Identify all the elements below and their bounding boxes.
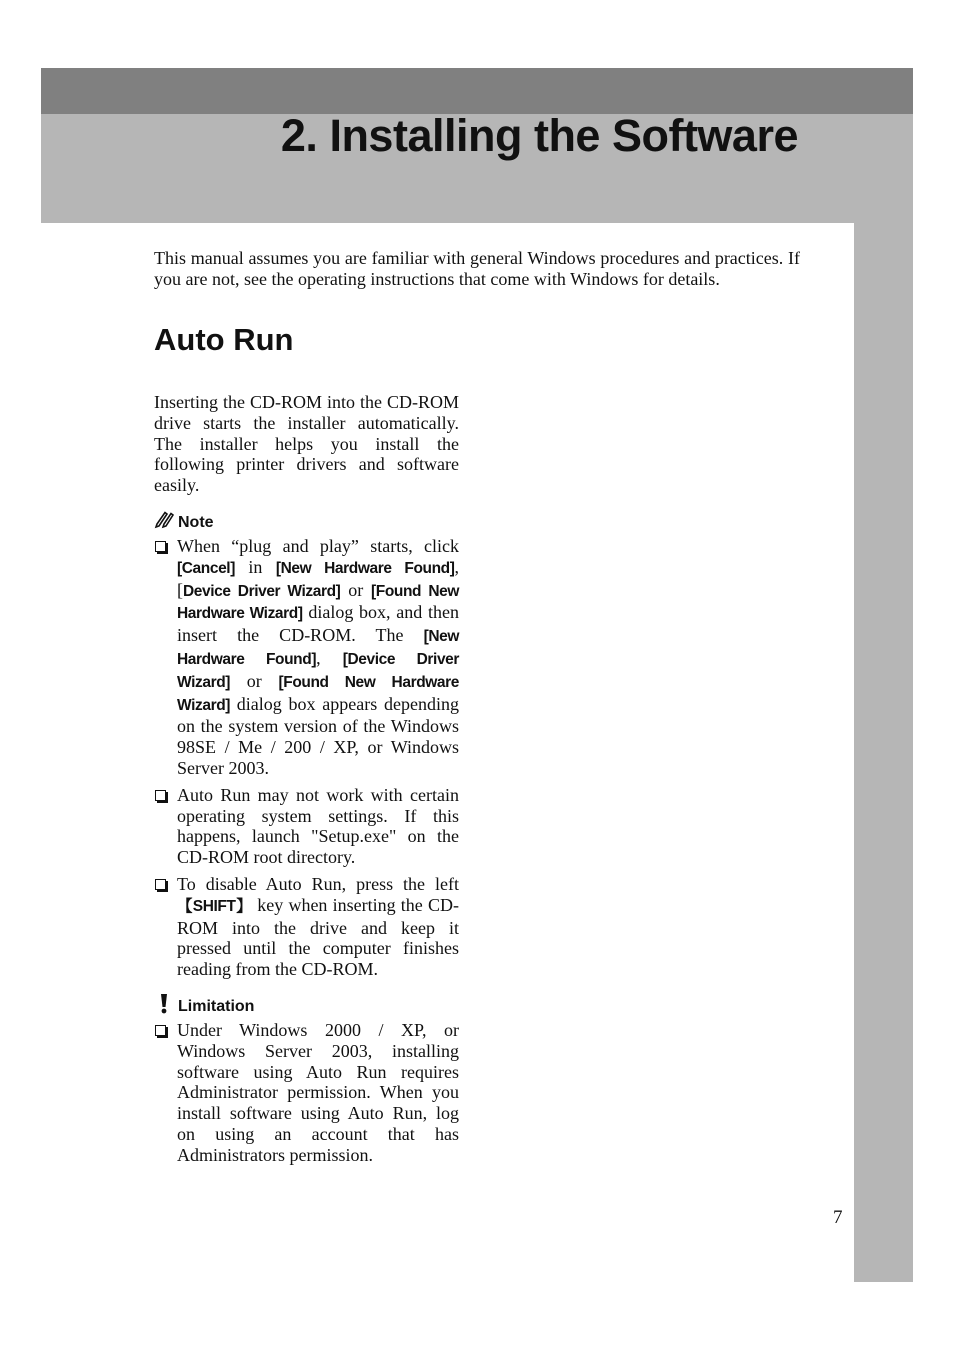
limitation-heading: [154, 996, 459, 1018]
checkbox-bullet-icon: [155, 790, 166, 801]
key-cancel: [Cancel]: [177, 559, 235, 577]
key-device-driver-wizard: [Device Driver Wizard]: [177, 650, 460, 691]
key-new-hardware-found: [New Hardware Found]: [177, 628, 459, 668]
note-text: key when inserting the CD-ROM into the drive and keep it pressed until the computer finishes reading from the CD-ROM.: [177, 894, 459, 980]
note-text: or: [340, 579, 372, 600]
intro-paragraph: This manual assumes you are familiar with general Windows procedures and practices. If you are not, see the operating instructions that come with Windows for details.: [154, 248, 800, 289]
note-text: or: [230, 670, 279, 691]
note-item: [154, 785, 459, 868]
note-item: [154, 874, 459, 980]
chapter-title: 2. Installing the Software: [280, 110, 798, 161]
checkbox-bullet-icon: [155, 879, 166, 890]
page-number: 7: [833, 1207, 843, 1228]
note-heading: [154, 512, 459, 534]
note-item: [154, 536, 459, 779]
pencil-note-icon: [154, 511, 174, 534]
exclamation-limitation-icon: [154, 993, 174, 1020]
note-text: ,: [316, 647, 343, 668]
note-list: [154, 536, 459, 980]
note-text: dialog box appears depending on the system version of the Windows 98SE / Me / 200 / XP, or Windows Server 2003.: [177, 693, 459, 778]
side-margin-band: [854, 223, 913, 1282]
note-text: When “plug and play” starts, click: [177, 535, 459, 556]
key-found-new-hardware-wizard: [Found New Hardware Wizard]: [177, 582, 459, 623]
key-device-driver-wizard: Device Driver Wizard]: [183, 582, 341, 600]
section-title-auto-run: Auto Run: [154, 322, 294, 357]
limitation-item: [154, 1020, 459, 1166]
note-text: , [: [177, 556, 459, 600]
key-new-hardware-found: [New Hardware Found]: [275, 559, 455, 577]
limitation-text: Under Windows 2000 / XP, or Windows Server 2003, installing software using Auto Run requires Administrator permission. When you install software using Auto Run, log on using an account that has Administrators permission.: [177, 1019, 459, 1165]
auto-run-paragraph: Inserting the CD-ROM into the CD-ROM drive starts the installer automatically. The installer helps you install the following printer drivers and software easily.: [154, 392, 459, 496]
key-shift: 【SHIFT】: [177, 897, 253, 915]
note-text: To disable Auto Run, press the left: [177, 873, 459, 894]
checkbox-bullet-icon: [155, 541, 166, 552]
note-text: dialog box, and then insert the CD-ROM. The: [177, 602, 459, 646]
note-text: in: [234, 556, 276, 577]
auto-run-column: [154, 392, 459, 1172]
note-text: Auto Run may not work with certain operating system settings. If this happens, launch "Setup.exe" on the CD-ROM root directory.: [177, 784, 459, 868]
note-heading-label: Note: [178, 513, 214, 531]
checkbox-bullet-icon: [155, 1025, 166, 1036]
key-found-new-hardware-wizard: [Found New Hardware Wizard]: [177, 673, 460, 714]
limitation-heading-label: Limitation: [178, 997, 255, 1015]
header-band-dark: [41, 68, 913, 114]
limitation-list: [154, 1020, 459, 1166]
